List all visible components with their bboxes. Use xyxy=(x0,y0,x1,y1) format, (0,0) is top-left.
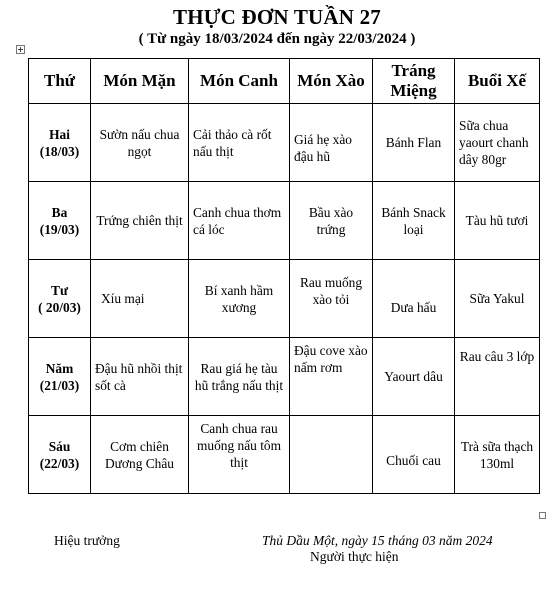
dessert-cell: Yaourt dâu xyxy=(373,338,455,416)
day-cell xyxy=(29,104,91,182)
header-stir-fry: Món Xào xyxy=(290,59,373,104)
snack-cell: Tàu hũ tươi xyxy=(455,182,540,260)
day-date: (19/03) xyxy=(39,221,80,237)
stir-fry-cell: Bầu xào trứng xyxy=(290,182,373,260)
day-name: Hai xyxy=(49,126,70,142)
date-range-subtitle: ( Từ ngày 18/03/2024 đến ngày 22/03/2024 ) xyxy=(138,31,416,47)
day-name: Tư xyxy=(51,282,68,298)
page-title: THỰC ĐƠN TUẦN 27 xyxy=(173,5,381,29)
preparer-label: Người thực hiện xyxy=(310,549,399,564)
header-day: Thứ xyxy=(29,59,91,104)
dessert-cell: Chuối cau xyxy=(373,416,455,494)
principal-signature-label: Hiệu trưởng xyxy=(54,533,120,548)
stir-fry-cell: Rau muống xào tỏi xyxy=(290,260,373,338)
soup-cell: Rau giá hẹ tàu hũ trắng nấu thịt xyxy=(189,338,290,416)
day-name: Sáu xyxy=(48,438,71,454)
footer-date-line: Thủ Dầu Một, ngày 15 tháng 03 năm 2024 xyxy=(262,533,493,548)
table-row xyxy=(29,260,540,338)
day-name: Năm xyxy=(45,360,74,376)
day-date: (22/03) xyxy=(39,455,80,471)
day-date: (18/03) xyxy=(39,143,80,159)
stir-fry-cell: Giá hẹ xào đậu hũ xyxy=(290,104,373,182)
table-resize-handle-icon[interactable] xyxy=(539,512,546,519)
table-move-handle-icon[interactable] xyxy=(16,45,25,54)
day-cell xyxy=(29,260,91,338)
day-cell xyxy=(29,416,91,494)
day-cell xyxy=(29,338,91,416)
snack-cell: Sữa chua yaourt chanh dây 80gr xyxy=(455,104,540,182)
day-cell xyxy=(29,182,91,260)
stir-fry-cell xyxy=(290,416,373,494)
header-dessert: Tráng Miệng xyxy=(373,59,455,104)
footer-signature-block xyxy=(262,533,522,565)
dessert-cell: Dưa hấu xyxy=(373,260,455,338)
dessert-cell: Bánh Flan xyxy=(373,104,455,182)
table-row xyxy=(29,182,540,260)
main-dish-cell: Đậu hũ nhồi thịt sốt cà xyxy=(91,338,189,416)
snack-cell: Rau câu 3 lớp xyxy=(455,338,540,416)
table-row xyxy=(29,416,540,494)
main-dish-cell: Cơm chiên Dương Châu xyxy=(91,416,189,494)
header-main-dish: Món Mặn xyxy=(91,59,189,104)
day-date: ( 20/03) xyxy=(38,299,81,315)
main-dish-cell: Trứng chiên thịt xyxy=(91,182,189,260)
main-dish-cell: Xíu mại xyxy=(91,260,189,338)
table-row xyxy=(29,104,540,182)
soup-cell: Cải thảo cà rốt nấu thịt xyxy=(189,104,290,182)
day-date: (21/03) xyxy=(39,377,80,393)
main-dish-cell: Sườn nấu chua ngọt xyxy=(91,104,189,182)
soup-cell: Canh chua thơm cá lóc xyxy=(189,182,290,260)
snack-cell: Sữa Yakul xyxy=(455,260,540,338)
soup-cell: Bí xanh hầm xương xyxy=(189,260,290,338)
soup-cell: Canh chua rau muống nấu tôm thịt xyxy=(189,416,290,494)
table-header-row xyxy=(29,59,540,104)
weekly-menu-table xyxy=(28,58,540,494)
stir-fry-cell: Đậu cove xào nấm rơm xyxy=(290,338,373,416)
table-row xyxy=(29,338,540,416)
header-soup: Món Canh xyxy=(189,59,290,104)
snack-cell: Trà sữa thạch 130ml xyxy=(455,416,540,494)
dessert-cell: Bánh Snack loại xyxy=(373,182,455,260)
header-afternoon-snack: Buổi Xế xyxy=(455,59,540,104)
day-name: Ba xyxy=(51,204,68,220)
